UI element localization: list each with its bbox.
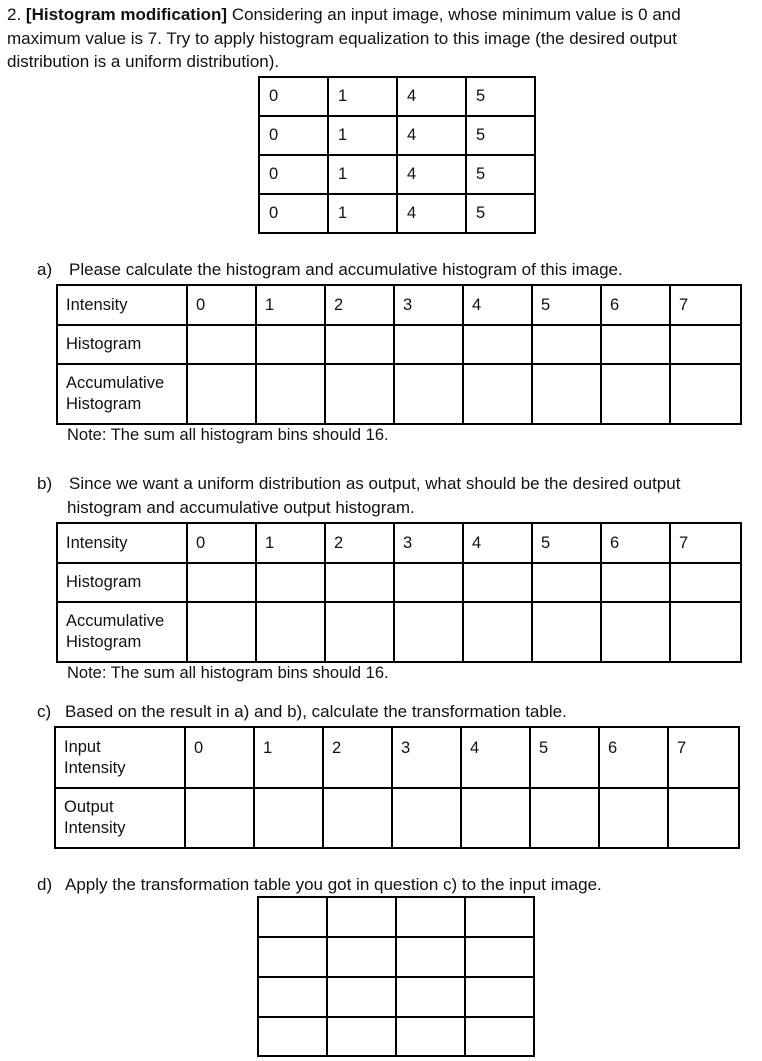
part-a-col: 5 xyxy=(532,285,601,325)
answer-cell[interactable] xyxy=(323,788,392,848)
input-image-cell: 0 xyxy=(259,77,328,116)
part-a-col: 6 xyxy=(601,285,670,325)
input-image-cell: 5 xyxy=(466,77,535,116)
part-b-col: 1 xyxy=(256,523,325,563)
input-image-cell: 1 xyxy=(328,194,397,233)
answer-cell[interactable] xyxy=(256,563,325,602)
part-d-label: d) xyxy=(37,875,53,894)
answer-cell[interactable] xyxy=(325,325,394,364)
answer-cell[interactable] xyxy=(325,563,394,602)
part-c-col: 0 xyxy=(185,727,254,788)
answer-cell[interactable] xyxy=(258,977,327,1017)
answer-cell[interactable] xyxy=(670,325,741,364)
part-c-question xyxy=(37,700,567,724)
part-b-col: 6 xyxy=(601,523,670,563)
input-image-cell: 4 xyxy=(397,194,466,233)
part-c-col: 5 xyxy=(530,727,599,788)
part-c-question-text: Based on the result in a) and b), calculate the transformation table. xyxy=(65,702,567,721)
part-a-table xyxy=(56,284,742,425)
answer-cell[interactable] xyxy=(463,364,532,424)
answer-cell[interactable] xyxy=(327,1017,396,1056)
part-b-col: 2 xyxy=(325,523,394,563)
answer-cell[interactable] xyxy=(256,325,325,364)
part-b-histogram-label: Histogram xyxy=(57,563,187,602)
answer-cell[interactable] xyxy=(601,563,670,602)
part-b-histogram-row xyxy=(57,563,741,602)
part-b-accumulative-row xyxy=(57,602,741,662)
part-c-input-row xyxy=(55,727,739,788)
answer-cell[interactable] xyxy=(256,602,325,662)
answer-cell[interactable] xyxy=(394,602,463,662)
answer-cell[interactable] xyxy=(465,1017,534,1056)
part-a-accumulative-label xyxy=(57,364,187,424)
output-image-row xyxy=(258,1017,534,1056)
problem-intro xyxy=(7,3,752,74)
part-c-col: 4 xyxy=(461,727,530,788)
answer-cell[interactable] xyxy=(668,788,739,848)
answer-cell[interactable] xyxy=(670,602,741,662)
part-b-question xyxy=(37,472,749,520)
part-a-col: 1 xyxy=(256,285,325,325)
answer-cell[interactable] xyxy=(258,897,327,937)
part-b-label: b) xyxy=(37,474,53,493)
part-b-col: 5 xyxy=(532,523,601,563)
label-line: Intensity xyxy=(64,758,126,777)
input-image-cell: 4 xyxy=(397,116,466,155)
part-a-col: 0 xyxy=(187,285,256,325)
input-image-cell: 0 xyxy=(259,155,328,194)
label-line: Intensity xyxy=(64,819,126,837)
part-d-question-text: Apply the transformation table you got in question c) to the input image. xyxy=(65,875,602,894)
part-a-note: Note: The sum all histogram bins should 16. xyxy=(67,426,389,444)
input-image-row xyxy=(259,116,535,155)
answer-cell[interactable] xyxy=(185,788,254,848)
answer-cell[interactable] xyxy=(258,1017,327,1056)
label-line: Output xyxy=(64,798,114,816)
part-c-col: 2 xyxy=(323,727,392,788)
answer-cell[interactable] xyxy=(187,602,256,662)
part-c-col: 6 xyxy=(599,727,668,788)
answer-cell[interactable] xyxy=(256,364,325,424)
answer-cell[interactable] xyxy=(394,563,463,602)
output-image-row xyxy=(258,977,534,1017)
output-image-table xyxy=(257,896,535,1057)
input-image-cell: 5 xyxy=(466,194,535,233)
problem-number: 2. xyxy=(7,5,22,24)
label-line: Histogram xyxy=(66,633,142,651)
input-image-row xyxy=(259,194,535,233)
answer-cell[interactable] xyxy=(601,602,670,662)
input-image-cell: 5 xyxy=(466,155,535,194)
input-image-cell: 0 xyxy=(259,194,328,233)
part-c-col: 7 xyxy=(668,727,739,788)
answer-cell[interactable] xyxy=(599,788,668,848)
input-image-cell: 4 xyxy=(397,155,466,194)
answer-cell[interactable] xyxy=(463,563,532,602)
problem-intro-text: Considering an input image, whose minimum value is 0 and maximum value is 7. Try to apply histogram equalization to this image (the desired output distribution is a uniform distribution). xyxy=(7,5,681,71)
answer-cell[interactable] xyxy=(463,325,532,364)
answer-cell[interactable] xyxy=(392,788,461,848)
part-a-col: 2 xyxy=(325,285,394,325)
input-image-cell: 1 xyxy=(328,77,397,116)
label-line: Histogram xyxy=(66,395,142,413)
input-image-cell: 1 xyxy=(328,155,397,194)
part-c-col: 3 xyxy=(392,727,461,788)
answer-cell[interactable] xyxy=(461,788,530,848)
answer-cell[interactable] xyxy=(394,325,463,364)
answer-cell[interactable] xyxy=(465,937,534,977)
input-image-cell: 0 xyxy=(259,116,328,155)
label-line: Input xyxy=(64,737,101,756)
part-b-accumulative-label xyxy=(57,602,187,662)
part-a-histogram-row xyxy=(57,325,741,364)
answer-cell[interactable] xyxy=(396,977,465,1017)
part-b-question-line2: histogram and accumulative output histogram. xyxy=(67,498,415,517)
input-image-table xyxy=(258,76,536,234)
part-c-output-label xyxy=(55,788,185,848)
answer-cell[interactable] xyxy=(258,937,327,977)
problem-title: [Histogram modification] xyxy=(25,5,228,24)
part-a-histogram-label: Histogram xyxy=(57,325,187,364)
part-c-input-label xyxy=(55,727,185,788)
part-a-col: 7 xyxy=(670,285,741,325)
part-c-label: c) xyxy=(37,702,52,721)
part-b-col: 0 xyxy=(187,523,256,563)
part-a-label: a) xyxy=(37,260,53,279)
part-a-header-row xyxy=(57,285,741,325)
part-c-output-row xyxy=(55,788,739,848)
answer-cell[interactable] xyxy=(327,937,396,977)
answer-cell[interactable] xyxy=(254,788,323,848)
part-c-table xyxy=(54,726,740,849)
part-b-note: Note: The sum all histogram bins should 16. xyxy=(67,664,389,682)
answer-cell[interactable] xyxy=(396,1017,465,1056)
part-b-col: 7 xyxy=(670,523,741,563)
part-b-intensity-label: Intensity xyxy=(57,523,187,563)
answer-cell[interactable] xyxy=(532,563,601,602)
part-b-question-line1: Since we want a uniform distribution as output, what should be the desired output xyxy=(69,474,681,493)
part-d-question xyxy=(37,873,602,897)
answer-cell[interactable] xyxy=(532,325,601,364)
answer-cell[interactable] xyxy=(465,897,534,937)
answer-cell[interactable] xyxy=(325,364,394,424)
part-a-question-text: Please calculate the histogram and accumulative histogram of this image. xyxy=(69,260,623,279)
part-b-header-row xyxy=(57,523,741,563)
answer-cell[interactable] xyxy=(325,602,394,662)
label-line: Accumulative xyxy=(66,374,165,392)
answer-cell[interactable] xyxy=(327,897,396,937)
input-image-row xyxy=(259,155,535,194)
output-image-row xyxy=(258,937,534,977)
answer-cell[interactable] xyxy=(327,977,396,1017)
part-a-intensity-label: Intensity xyxy=(57,285,187,325)
label-line: Accumulative xyxy=(66,612,165,630)
answer-cell[interactable] xyxy=(670,563,741,602)
answer-cell[interactable] xyxy=(670,364,741,424)
part-a-accumulative-row xyxy=(57,364,741,424)
answer-cell[interactable] xyxy=(394,364,463,424)
input-image-row xyxy=(259,77,535,116)
answer-cell[interactable] xyxy=(601,364,670,424)
part-b-col: 3 xyxy=(394,523,463,563)
part-a-col: 4 xyxy=(463,285,532,325)
part-a-question xyxy=(37,258,623,282)
part-b-table xyxy=(56,522,742,663)
answer-cell[interactable] xyxy=(532,602,601,662)
answer-cell[interactable] xyxy=(187,364,256,424)
answer-cell[interactable] xyxy=(396,897,465,937)
answer-cell[interactable] xyxy=(396,937,465,977)
part-b-col: 4 xyxy=(463,523,532,563)
answer-cell[interactable] xyxy=(532,364,601,424)
output-image-row xyxy=(258,897,534,937)
input-image-cell: 4 xyxy=(397,77,466,116)
answer-cell[interactable] xyxy=(187,325,256,364)
input-image-cell: 1 xyxy=(328,116,397,155)
input-image-cell: 5 xyxy=(466,116,535,155)
part-a-col: 3 xyxy=(394,285,463,325)
answer-cell[interactable] xyxy=(465,977,534,1017)
answer-cell[interactable] xyxy=(463,602,532,662)
answer-cell[interactable] xyxy=(601,325,670,364)
part-c-col: 1 xyxy=(254,727,323,788)
answer-cell[interactable] xyxy=(530,788,599,848)
answer-cell[interactable] xyxy=(187,563,256,602)
